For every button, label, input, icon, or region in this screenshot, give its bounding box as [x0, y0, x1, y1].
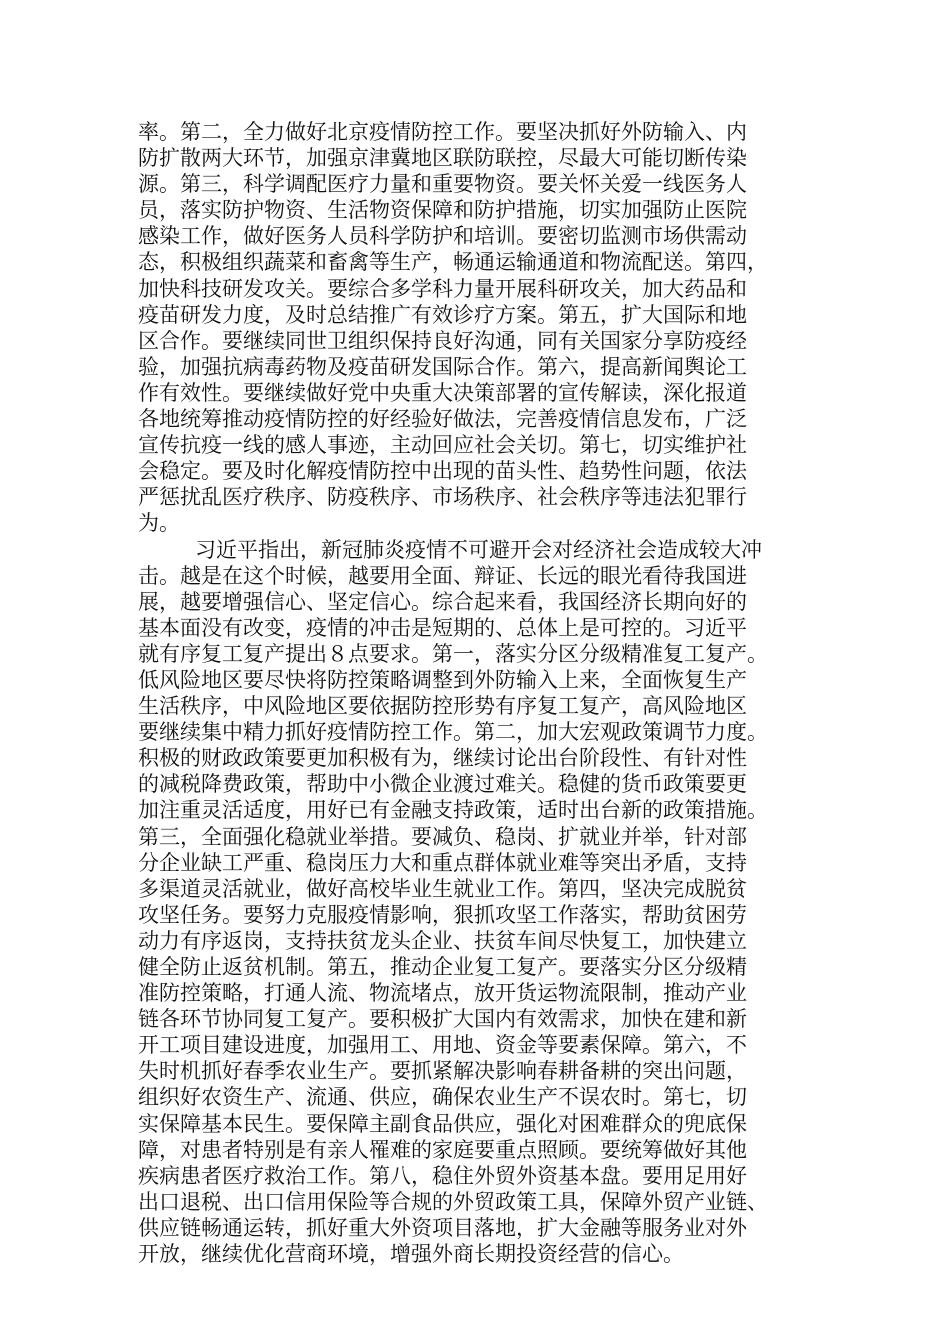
paragraph-line: 加注重灵活适度，用好已有金融支持政策，适时出台新的政策措施。 [138, 798, 768, 823]
paragraph-line: 健全防止返贫机制。第五，推动企业复工复产。要落实分区分级精 [138, 955, 747, 979]
paragraph-line: 态，积极组织蔬菜和畜禽等生产，畅通运输通道和物流配送。第四， [138, 250, 768, 275]
paragraph-line: 多渠道灵活就业，做好高校毕业生就业工作。第四，坚决完成脱贫 [138, 876, 747, 901]
paragraph-line: 障，对患者特别是有亲人罹难的家庭要重点照顾。要统筹做好其他 [138, 1137, 747, 1162]
paragraph-line: 准防控策略，打通人流、物流堵点，放开货运物流限制，推动产业 [138, 981, 747, 1006]
paragraph-line: 实保障基本民生。要保障主副食品供应，强化对困难群众的兜底保 [138, 1111, 747, 1136]
paragraph-line: 加快科技研发攻关。要综合多学科力量开展科研攻关，加大药品和 [138, 276, 747, 301]
paragraph-line: 低风险地区要尽快将防控策略调整到外防输入上来，全面恢复生产 [138, 667, 747, 692]
paragraph-line: 疾病患者医疗救治工作。第八，稳住外贸外资基本盘。要用足用好 [138, 1163, 747, 1188]
paragraph-line: 防扩散两大环节，加强京津冀地区联防联控，尽最大可能切断传染 [138, 146, 747, 171]
paragraph-line: 攻坚任务。要努力克服疫情影响，狠抓攻坚工作落实，帮助贫困劳 [138, 902, 747, 927]
document-body [138, 119, 828, 1267]
paragraph-line: 率。第二，全力做好北京疫情防控工作。要坚决抓好外防输入、内 [138, 120, 747, 144]
paragraph-line: 动力有序返岗，支持扶贫龙头企业、扶贫车间尽快复工，加快建立 [138, 928, 747, 953]
paragraph-line: 分企业缺工严重、稳岗压力大和重点群体就业难等突出矛盾，支持 [138, 850, 747, 875]
paragraph-line: 失时机抓好春季农业生产。要抓紧解决影响春耕备耕的突出问题， [138, 1059, 747, 1084]
paragraph-line: 生活秩序，中风险地区要依据防控形势有序复工复产，高风险地区 [138, 694, 747, 719]
paragraph-line: 展，越要增强信心、坚定信心。综合起来看，我国经济长期向好的 [138, 589, 747, 614]
paragraph-line: 严惩扰乱医疗秩序、防疫秩序、市场秩序、社会秩序等违法犯罪行 [138, 485, 747, 510]
paragraph-line: 宣传抗疫一线的感人事迹，主动回应社会关切。第七，切实维护社 [138, 433, 747, 458]
paragraph-line: 第三，全面强化稳就业举措。要减负、稳岗、扩就业并举，针对部 [138, 824, 747, 849]
paragraph-line: 开工项目建设进度，加强用工、用地、资金等要素保障。第六，不 [138, 1033, 747, 1058]
paragraph-line: 各地统筹推动疫情防控的好经验好做法，完善疫情信息发布，广泛 [138, 407, 747, 432]
paragraph-line: 作有效性。要继续做好党中央重大决策部署的宣传解读，深化报道 [138, 380, 747, 405]
paragraph-line: 击。越是在这个时候，越要用全面、辩证、长远的眼光看待我国进 [138, 563, 747, 588]
paragraph-2 [138, 537, 828, 1268]
paragraph-line: 员，落实防护物资、生活物资保障和防护措施，切实加强防止医院 [138, 198, 747, 223]
paragraph-line: 的减税降费政策，帮助中小微企业渡过难关。稳健的货币政策要更 [138, 772, 747, 797]
paragraph-line: 验，加强抗病毒药物及疫苗研发国际合作。第六，提高新闻舆论工 [138, 354, 747, 379]
paragraph-line: 基本面没有改变，疫情的冲击是短期的、总体上是可控的。习近平 [138, 615, 747, 640]
paragraph-line: 会稳定。要及时化解疫情防控中出现的苗头性、趋势性问题，依法 [138, 459, 747, 484]
paragraph-line: 开放，继续优化营商环境，增强外商长期投资经营的信心。 [138, 1242, 684, 1267]
paragraph-line: 出口退税、出口信用保险等合规的外贸政策工具，保障外贸产业链、 [138, 1189, 768, 1214]
paragraph-1 [138, 119, 828, 537]
paragraph-line: 就有序复工复产提出８点要求。第一，落实分区分级精准复工复产。 [138, 641, 768, 666]
paragraph-line: 区合作。要继续同世卫组织保持良好沟通，同有关国家分享防疫经 [138, 328, 747, 353]
paragraph-line: 组织好农资生产、流通、供应，确保农业生产不误农时。第七，切 [138, 1085, 747, 1110]
paragraph-line: 积极的财政政策要更加积极有为，继续讨论出台阶段性、有针对性 [138, 746, 747, 771]
paragraph-line: 习近平指出，新冠肺炎疫情不可避开会对经济社会造成较大冲 [195, 537, 762, 562]
paragraph-line: 疫苗研发力度，及时总结推广有效诊疗方案。第五，扩大国际和地 [138, 302, 747, 327]
paragraph-line: 链各环节协同复工复产。要积极扩大国内有效需求，加快在建和新 [138, 1007, 747, 1032]
paragraph-line: 源。第三，科学调配医疗力量和重要物资。要关怀关爱一线医务人 [138, 172, 747, 197]
paragraph-line: 为。 [138, 511, 180, 536]
paragraph-line: 感染工作，做好医务人员科学防护和培训。要密切监测市场供需动 [138, 224, 747, 249]
paragraph-line: 供应链畅通运转，抓好重大外资项目落地，扩大金融等服务业对外 [138, 1215, 747, 1240]
paragraph-line: 要继续集中精力抓好疫情防控工作。第二，加大宏观政策调节力度。 [138, 720, 768, 745]
